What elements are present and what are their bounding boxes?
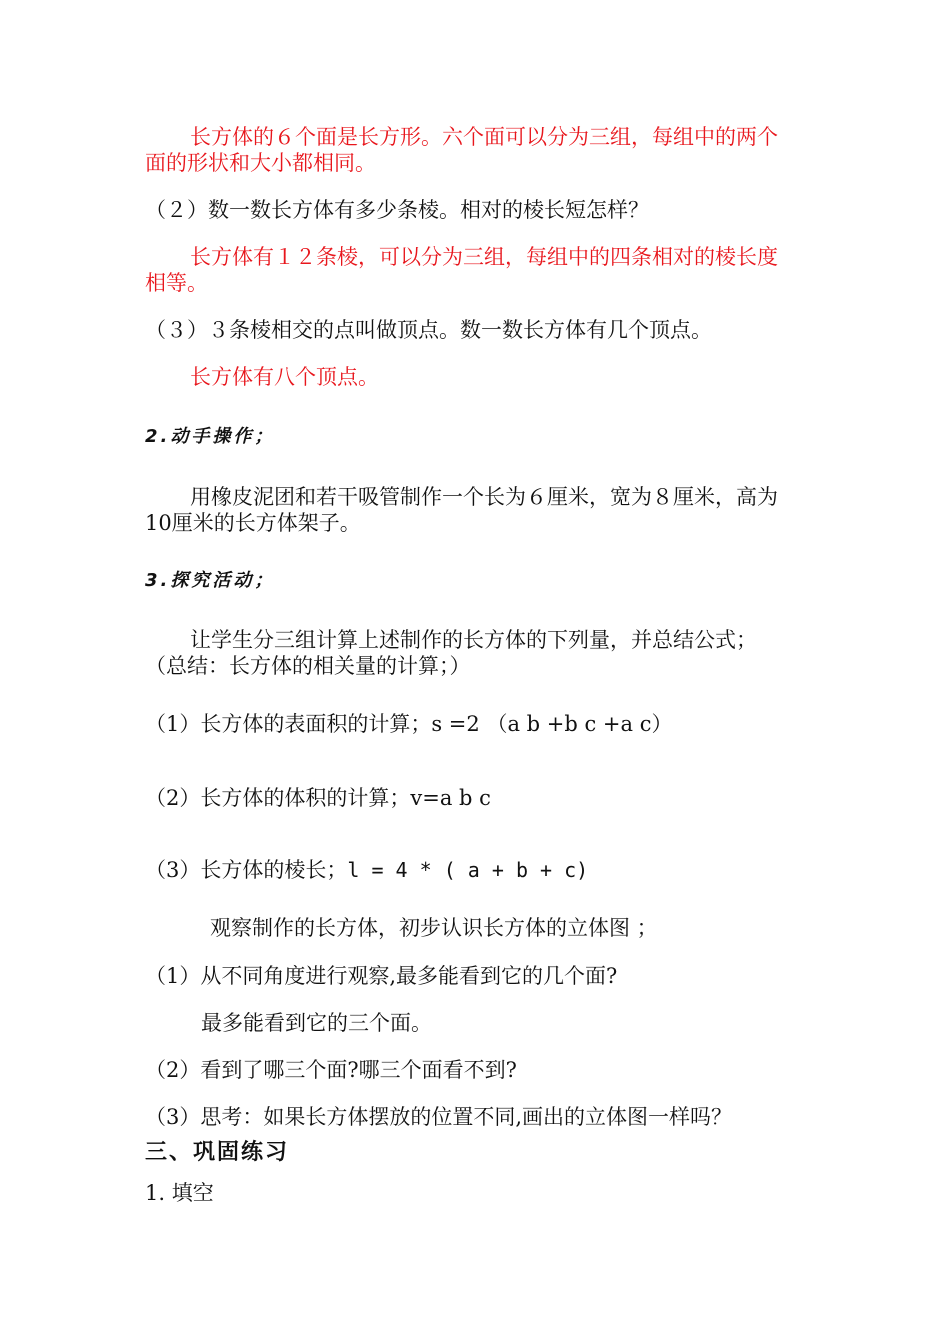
formula-edge-length: [145, 857, 815, 883]
formula-surface-area: （1）长方体的表面积的计算；s =2 （a b +b c +a c）: [145, 712, 673, 736]
fill-in-blank-heading: 1. 填空: [145, 1181, 214, 1205]
observe-question-1: （1）从不同角度进行观察,最多能看到它的几个面?: [145, 964, 618, 988]
section-heading-practice: 三、巩固练习: [145, 1140, 290, 1165]
formula-edge-length-label: （3）长方体的棱长；: [145, 858, 348, 882]
answer-edges-line-1: 长方体有１２条棱，可以分为三组，每组中的四条相对的棱长度: [190, 245, 778, 269]
formula-edge-length-expression: l = 4 * ( a + b + c): [347, 858, 589, 882]
observe-intro: 观察制作的长方体，初步认识长方体的立体图 ；: [210, 916, 658, 940]
answer-faces-line-2: 面的形状和大小都相同。: [145, 151, 376, 175]
observe-question-2: （2）看到了哪三个面?哪三个面看不到?: [145, 1058, 517, 1082]
heading-hands-on: 2.动手操作；: [145, 426, 276, 447]
hands-on-line-2: 10厘米的长方体架子。: [145, 511, 361, 535]
heading-explore: 3.探究活动；: [145, 570, 276, 591]
explore-line-1: 让学生分三组计算上述制作的长方体的下列量，并总结公式；: [190, 628, 757, 652]
explore-line-2: （总结：长方体的相关量的计算；）: [145, 654, 471, 678]
answer-faces-line-1: 长方体的６个面是长方形。六个面可以分为三组，每组中的两个: [190, 125, 778, 149]
observe-answer-1: 最多能看到它的三个面。: [201, 1011, 432, 1035]
observe-question-3: （3）思考：如果长方体摆放的位置不同,画出的立体图一样吗？: [145, 1105, 733, 1129]
question-vertices: （３）３条棱相交的点叫做顶点。数一数长方体有几个顶点。: [145, 318, 712, 342]
answer-edges-line-2: 相等。: [145, 271, 208, 295]
question-edges: （２）数一数长方体有多少条棱。相对的棱长短怎样？: [145, 198, 649, 222]
hands-on-line-1: 用橡皮泥团和若干吸管制作一个长为６厘米，宽为８厘米，高为: [190, 485, 778, 509]
answer-vertices: 长方体有八个顶点。: [190, 365, 379, 389]
formula-volume: （2）长方体的体积的计算；v=a b c: [145, 786, 491, 810]
